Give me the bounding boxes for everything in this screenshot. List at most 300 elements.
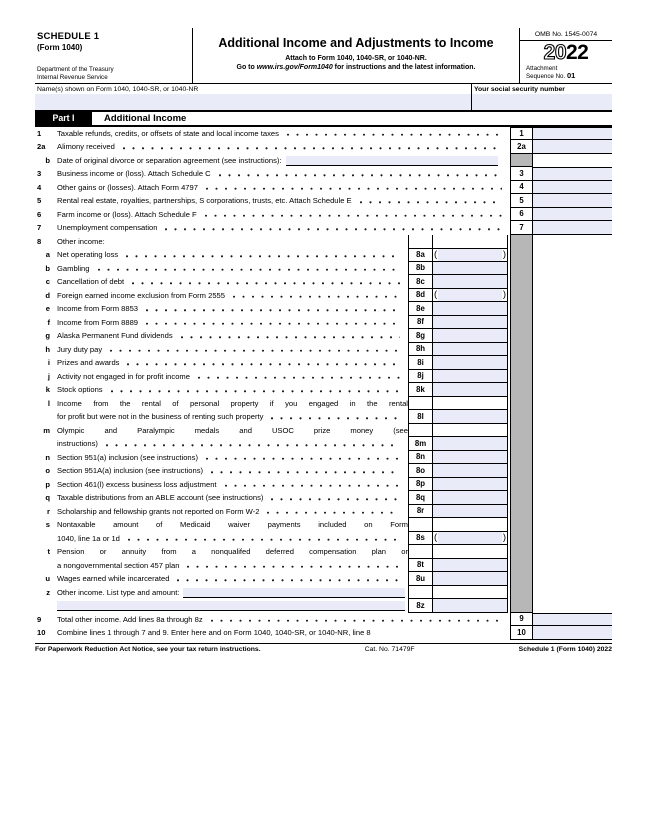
row-8n [35, 451, 612, 465]
line-8h-number: h [45, 344, 50, 354]
dot-leader [174, 572, 400, 586]
line-8f-box: 8f [408, 316, 433, 330]
line-8a-amount-field[interactable] [438, 249, 502, 261]
row-8k [35, 383, 612, 397]
line-8i-amount[interactable] [433, 356, 508, 370]
line-8t-desc [35, 545, 408, 572]
line-1-amount[interactable] [533, 127, 612, 141]
blank-cell [533, 356, 612, 370]
line-8l-label2: for profit but were not in the business of renting such property [57, 412, 264, 422]
line-8q-label: Taxable distributions from an ABLE account (see instructions) [57, 493, 264, 503]
dot-leader [216, 167, 502, 181]
line-8r-amount[interactable] [433, 505, 508, 519]
line-8t-number: t [47, 547, 50, 557]
row-8t [35, 545, 612, 572]
line-8f-label: Income from Form 8889 [57, 317, 139, 327]
line-7-desc [35, 221, 510, 235]
schedule1-form [35, 28, 612, 653]
no-entry-shaded-cell [510, 248, 533, 262]
line-8p-desc [35, 478, 408, 492]
blank-cell [533, 248, 612, 262]
line-3-label: Business income or (loss). Attach Schedule C [57, 169, 211, 179]
form-footer [35, 643, 612, 654]
line-8z-number: z [46, 587, 50, 597]
line-3-amount[interactable] [533, 167, 612, 181]
line-8t-label-line2 [35, 559, 408, 573]
other-income-col-start [408, 235, 433, 249]
line-9-amount[interactable] [533, 613, 612, 627]
line-1-number: 1 [37, 128, 42, 138]
line-8m-box-cell [408, 424, 433, 451]
line-6-amount[interactable] [533, 208, 612, 222]
dot-leader [202, 208, 502, 222]
line-2a-desc [35, 140, 510, 154]
no-entry-shaded-cell [510, 518, 533, 545]
line-8g-box: 8g [408, 329, 433, 343]
paren-close: ) [502, 289, 506, 301]
line-8t-amount-cell [433, 545, 508, 572]
row-8i [35, 356, 612, 370]
line-8p-label: Section 461(l) excess business loss adjustment [57, 479, 217, 489]
line-8z-type-input2[interactable] [57, 601, 405, 611]
line-8o-label: Section 951A(a) inclusion (see instructions) [57, 466, 204, 476]
line-8u-box: 8u [408, 572, 433, 586]
form-id-block [35, 28, 193, 83]
blank-cell [533, 383, 612, 397]
line-8s-label: Nontaxable amount of Medicaid waiver payments included on Form [57, 520, 408, 530]
blank-cell [533, 586, 612, 613]
name-input[interactable] [35, 94, 471, 110]
line-8j-number: j [47, 371, 50, 381]
line-8u-number: u [45, 574, 50, 584]
line-8a-desc [35, 248, 408, 262]
line-8a-label: Net operating loss [57, 250, 119, 260]
line-8h-amount[interactable] [433, 343, 508, 357]
line-8l-number: l [47, 398, 50, 408]
line-8t-label: Pension or annuity from a nonqualifed deferred compensation plan or [57, 547, 408, 557]
line-10-amount[interactable] [533, 626, 612, 640]
line-8s-amount [433, 531, 507, 545]
ssn-input[interactable] [472, 94, 612, 110]
no-entry-shaded-cell [510, 316, 533, 330]
line-8s-amount-field[interactable] [438, 532, 502, 545]
line-8k-label: Stock options [57, 385, 103, 395]
row-8j [35, 370, 612, 384]
catalog-number: Cat. No. 71479F [364, 646, 415, 653]
form-header [35, 28, 612, 84]
line-8a-box: 8a [408, 248, 433, 262]
form-title: Additional Income and Adjustments to Income [218, 36, 494, 50]
line-8a-amount [433, 248, 508, 262]
line-8j-box: 8j [408, 370, 433, 384]
line-2a-box: 2a [510, 140, 533, 154]
no-entry-shaded-cell [510, 464, 533, 478]
blank-cell [533, 370, 612, 384]
row-8m [35, 424, 612, 451]
line-8z-label-line1 [35, 586, 408, 600]
row-8e [35, 302, 612, 316]
line-9-number: 9 [37, 614, 42, 624]
dot-leader [184, 559, 400, 573]
line-8-desc [35, 235, 408, 249]
line-9-box: 9 [510, 613, 533, 627]
line-8t-label-line1 [35, 545, 408, 559]
line-9-label: Total other income. Add lines 8a through 8z [57, 614, 203, 624]
line-8q-amount[interactable] [433, 491, 508, 505]
line-8e-number: e [45, 304, 50, 314]
line-8j-amount[interactable] [433, 370, 508, 384]
no-entry-shaded-cell [510, 262, 533, 276]
line-5-amount[interactable] [533, 194, 612, 208]
line-8f-number: f [47, 317, 50, 327]
line-8m-label: Olympic and Paralympic medals and USOC prize money (see [57, 425, 408, 435]
blank-cell [533, 154, 612, 168]
part1-header-bar [35, 112, 612, 127]
line-8q-desc [35, 491, 408, 505]
line-8u-amount[interactable] [433, 572, 508, 586]
no-entry-shaded-cell [510, 586, 533, 613]
row-8h [35, 343, 612, 357]
line-8r-box: 8r [408, 505, 433, 519]
blank-cell [533, 316, 612, 330]
line-8r-number: r [47, 506, 50, 516]
blank-cell [533, 491, 612, 505]
line-1-label: Taxable refunds, credits, or offsets of state and local income taxes [57, 128, 279, 138]
line-4-amount[interactable] [533, 181, 612, 195]
line-2b-number: b [45, 155, 50, 165]
line-8s-desc [35, 518, 408, 545]
line-8n-amount[interactable] [433, 451, 508, 465]
line-8m-label2: instructions) [57, 439, 98, 449]
line-8c-label: Cancellation of debt [57, 277, 125, 287]
line-8z-box: 8z [409, 598, 432, 612]
line-4-desc [35, 181, 510, 195]
line-8g-label: Alaska Permanent Fund dividends [57, 331, 173, 341]
line-8h-label: Jury duty pay [57, 344, 103, 354]
line-8p-box: 8p [408, 478, 433, 492]
line-8s-number: s [45, 520, 50, 530]
line-8o-desc [35, 464, 408, 478]
line-8m-number: m [43, 425, 50, 435]
line-9-desc [35, 613, 510, 627]
line-7-number: 7 [37, 223, 42, 233]
line-8k-box: 8k [408, 383, 433, 397]
line-8z-label: Other income. List type and amount: [57, 587, 180, 597]
no-entry-shaded-cell [510, 424, 533, 451]
line-8d-amount-field[interactable] [438, 289, 502, 302]
row-8d [35, 289, 612, 303]
line-8b-box: 8b [408, 262, 433, 276]
blank-cell [533, 262, 612, 276]
line-8p-number: p [45, 479, 50, 489]
line-6-box: 6 [510, 208, 533, 222]
line-8b-label: Gambling [57, 263, 90, 273]
row-8p [35, 478, 612, 492]
line-8g-desc [35, 329, 408, 343]
dot-leader [95, 262, 401, 276]
line-6-label: Farm income or (loss). Attach Schedule F [57, 209, 197, 219]
dot-leader [178, 329, 400, 343]
line-8t-label2: a nongovernmental section 457 plan [57, 560, 180, 570]
line-8a-number: a [45, 250, 50, 260]
dot-leader [268, 491, 400, 505]
line-8c-box: 8c [408, 275, 433, 289]
line-8l-label-line2 [35, 410, 408, 424]
line-8f-amount[interactable] [433, 316, 508, 330]
line-6-desc [35, 208, 510, 222]
dot-leader [125, 532, 400, 546]
line-8z-desc [35, 586, 408, 613]
attachment-sequence: Attachment Sequence No. 01 [526, 65, 576, 80]
line-8k-number: k [45, 385, 50, 395]
blank-cell [533, 545, 612, 572]
line-8f-desc [35, 316, 408, 330]
form-number: (Form 1040) [37, 43, 83, 52]
dot-leader [357, 194, 502, 208]
blank-cell [533, 451, 612, 465]
row-8r [35, 505, 612, 519]
dot-leader [107, 343, 400, 357]
no-entry-shaded-cell [510, 235, 533, 249]
line-8k-amount[interactable] [433, 383, 508, 397]
line-8b-amount[interactable] [433, 262, 508, 276]
row-5 [35, 194, 612, 208]
dot-leader [108, 383, 400, 397]
line-7-amount[interactable] [533, 221, 612, 235]
line-2b-label: Date of original divorce or separation agreement (see instructions): [57, 155, 282, 165]
dot-leader [143, 316, 400, 330]
dot-leader [203, 451, 400, 465]
line-8r-desc [35, 505, 408, 519]
line-8z-label-line2 [35, 599, 408, 613]
omb-number: OMB No. 1545-0074 [520, 28, 612, 41]
line-8z-box-cell [408, 586, 433, 613]
line-8t-amount[interactable] [433, 558, 507, 572]
row-4 [35, 181, 612, 195]
line-8o-number: o [45, 466, 50, 476]
line-8g-amount[interactable] [433, 329, 508, 343]
blank-cell [533, 235, 612, 249]
schedule-footer: Schedule 1 (Form 1040) 2022 [518, 646, 612, 653]
line-8c-amount[interactable] [433, 275, 508, 289]
name-label: Name(s) shown on Form 1040, 1040-SR, or 1040-NR [37, 85, 199, 93]
line-4-number: 4 [37, 182, 42, 192]
blank-cell [533, 478, 612, 492]
line-8u-desc [35, 572, 408, 586]
dot-leader [222, 478, 400, 492]
line-2a-amount[interactable] [533, 140, 612, 154]
line-8l-desc [35, 397, 408, 424]
dot-leader [208, 464, 400, 478]
row-8u [35, 572, 612, 586]
line-8n-label: Section 951(a) inclusion (see instructions) [57, 452, 198, 462]
line-8d-label: Foreign earned income exclusion from Form 2555 [57, 290, 225, 300]
paren-open: ( [434, 289, 438, 301]
line-8m-amount[interactable] [433, 436, 507, 450]
line-8t-box: 8t [409, 558, 432, 572]
dot-leader [195, 370, 400, 384]
line-8b-desc [35, 262, 408, 276]
blank-cell [533, 424, 612, 451]
line-8l-label: Income from the rental of personal property if you engaged in the rental [57, 398, 408, 408]
blank-cell [533, 343, 612, 357]
dot-leader [203, 181, 502, 195]
row-8g [35, 329, 612, 343]
dot-leader [143, 302, 400, 316]
dot-leader [268, 410, 400, 424]
dot-leader [208, 613, 502, 627]
blank-cell [533, 329, 612, 343]
line-8i-label: Prizes and awards [57, 358, 120, 368]
ssn-label: Your social security number [474, 85, 565, 93]
dot-leader [103, 437, 400, 451]
line-8o-amount[interactable] [433, 464, 508, 478]
row-6 [35, 208, 612, 222]
row-1 [35, 127, 612, 141]
line-8s-label-line2 [35, 532, 408, 546]
line-8m-label-line1 [35, 424, 408, 438]
line-8e-label: Income from Form 8853 [57, 304, 139, 314]
line-8l-label-line1 [35, 397, 408, 411]
line-8c-number: c [45, 277, 50, 287]
paren-open: ( [434, 532, 438, 544]
line-8g-number: g [45, 331, 50, 341]
line-8i-number: i [47, 358, 50, 368]
row-3 [35, 167, 612, 181]
agency-name: Department of the Treasury Internal Revenue Service [37, 66, 114, 81]
blank-cell [533, 518, 612, 545]
row-2b [35, 154, 612, 168]
line-3-number: 3 [37, 169, 42, 179]
schedule-number: SCHEDULE 1 [37, 31, 100, 42]
line-10-number: 10 [37, 628, 46, 638]
line-8e-desc [35, 302, 408, 316]
tax-year: 2022 [543, 41, 589, 64]
row-8l [35, 397, 612, 424]
dot-leader [123, 248, 400, 262]
row-10 [35, 626, 612, 640]
no-entry-shaded-cell [510, 505, 533, 519]
line-8j-label: Activity not engaged in for profit income [57, 371, 190, 381]
line-8c-desc [35, 275, 408, 289]
dot-leader [120, 140, 502, 154]
line-8p-amount[interactable] [433, 478, 508, 492]
line-8n-desc [35, 451, 408, 465]
no-entry-shaded-cell [510, 545, 533, 572]
line-8q-box: 8q [408, 491, 433, 505]
row-8c [35, 275, 612, 289]
line-5-number: 5 [37, 196, 42, 206]
line-3-box: 3 [510, 167, 533, 181]
no-entry-shaded-cell [510, 572, 533, 586]
line-8l-amount-cell [433, 397, 508, 424]
row-7 [35, 221, 612, 235]
line-8e-amount[interactable] [433, 302, 508, 316]
line-3-desc [35, 167, 510, 181]
line-8d-box: 8d [408, 289, 433, 303]
other-income-col-start2 [433, 235, 508, 249]
blank-cell [533, 464, 612, 478]
no-entry-shaded-cell [510, 343, 533, 357]
line-8m-desc [35, 424, 408, 451]
line-8o-box: 8o [408, 464, 433, 478]
taxpayer-row [35, 84, 612, 112]
line-1-desc [35, 127, 510, 141]
paren-close: ) [502, 249, 506, 261]
no-entry-shaded-cell [510, 329, 533, 343]
blank-cell [533, 275, 612, 289]
line-10-box: 10 [510, 626, 533, 640]
blank-cell [533, 302, 612, 316]
line-8h-desc [35, 343, 408, 357]
line-2a-number: 2a [37, 142, 46, 152]
no-entry-shaded-cell [510, 356, 533, 370]
no-entry-shaded-cell [510, 478, 533, 492]
ssn-cell [472, 84, 612, 110]
irs-url: www.irs.gov/Form1040 [256, 64, 333, 71]
line-8l-box: 8l [409, 409, 432, 423]
line-8l-amount[interactable] [433, 409, 507, 423]
line-8z-amount[interactable] [433, 598, 507, 612]
paren-close: ) [502, 532, 506, 544]
line-4-box: 4 [510, 181, 533, 195]
row-8z [35, 586, 612, 613]
dot-leader [284, 127, 502, 141]
line-2a-label: Alimony received [57, 142, 115, 152]
blank-cell [533, 397, 612, 424]
line-8j-desc [35, 370, 408, 384]
row-8q [35, 491, 612, 505]
line-8s-amount-cell [433, 518, 508, 545]
dot-leader [162, 221, 502, 235]
no-entry-shaded-cell [510, 302, 533, 316]
row-8s [35, 518, 612, 545]
no-entry-shaded-cell [510, 451, 533, 465]
line-8b-number: b [45, 263, 50, 273]
line-8-number: 8 [37, 236, 42, 246]
attach-instruction: Attach to Form 1040, 1040-SR, or 1040-NR. [285, 55, 427, 62]
no-entry-shaded-cell [510, 397, 533, 424]
line-7-box: 7 [510, 221, 533, 235]
row-8b [35, 262, 612, 276]
no-entry-shaded-cell [510, 383, 533, 397]
line-8s-label-line1 [35, 518, 408, 532]
omb-year-block [520, 28, 612, 83]
part1-label: Part I [35, 112, 92, 125]
dot-leader [124, 356, 400, 370]
line-8i-desc [35, 356, 408, 370]
line-8s-label2: 1040, line 1a or 1d [57, 533, 120, 543]
form-title-block [193, 28, 520, 83]
line-8d-desc [35, 289, 408, 303]
line-10-label: Combine lines 1 through 7 and 9. Enter here and on Form 1040, 1040-SR, or 1040-NR, line 8 [57, 628, 371, 638]
paperwork-notice: For Paperwork Reduction Act Notice, see your tax return instructions. [35, 646, 261, 653]
line-8z-amount-cell [433, 586, 508, 613]
no-entry-shaded-cell [510, 370, 533, 384]
line-8d-amount [433, 289, 508, 303]
line-2b-input[interactable] [286, 156, 498, 166]
no-entry-shaded-cell [510, 491, 533, 505]
part1-title: Additional Income [104, 112, 187, 124]
line-8z-type-input[interactable] [183, 588, 405, 598]
line-7-label: Unemployment compensation [57, 223, 158, 233]
line-8u-label: Wages earned while incarcerated [57, 574, 170, 584]
dot-leader [129, 275, 400, 289]
blank-cell [533, 505, 612, 519]
line-8r-label: Scholarship and fellowship grants not reported on Form W-2 [57, 506, 260, 516]
row-8a [35, 248, 612, 262]
line-8k-desc [35, 383, 408, 397]
